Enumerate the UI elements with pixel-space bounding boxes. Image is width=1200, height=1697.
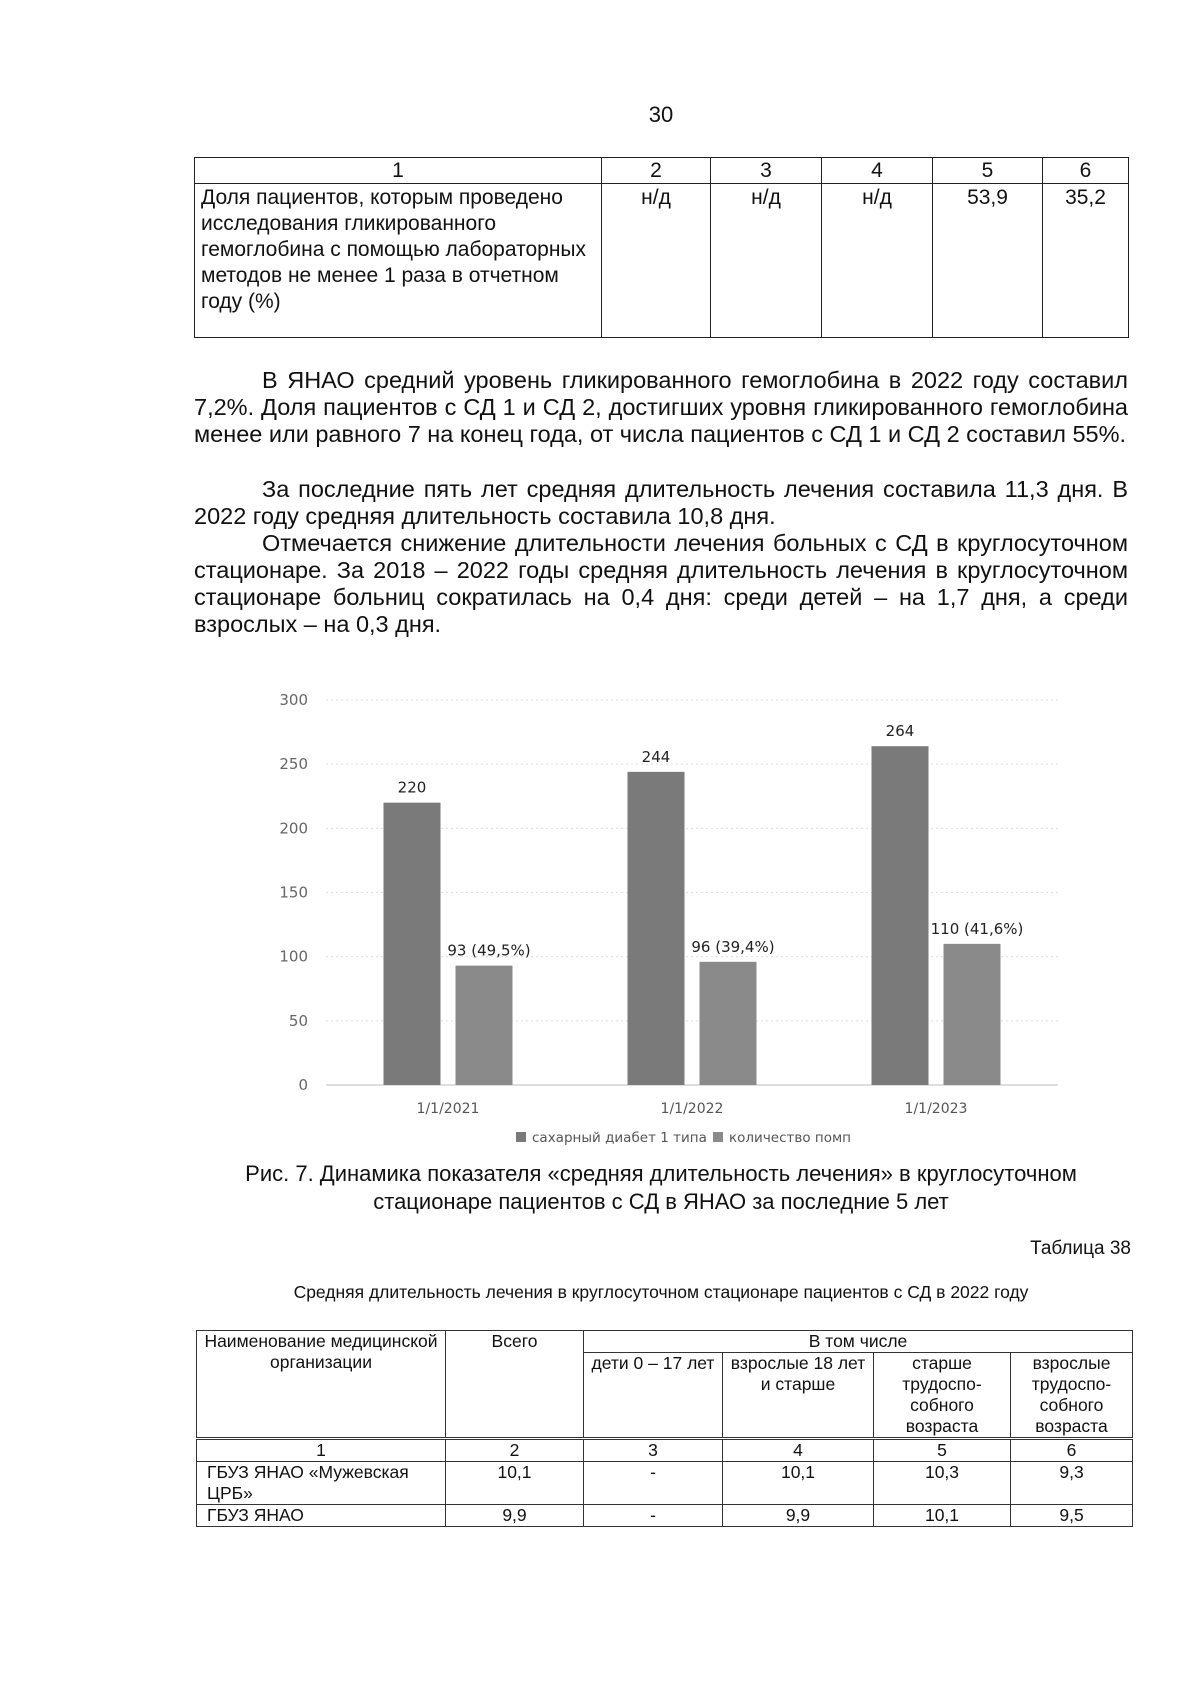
legend-label: сахарный диабет 1 типа [532,1130,707,1146]
header-cell: 5 [933,158,1043,184]
column-number: 1 [197,1439,446,1462]
table-cell: 35,2 [1043,184,1129,338]
duration-table [196,1330,1133,1527]
paragraph-decrease: Отмечается снижение длительности лечения больных с СД в круглосуточном стационаре. За 2018 – 2022 годы средняя длительность лечения в круглосуточном стационаре больниц сократилась на 0,4 дня: среди детей – на 1,7 дня, а среди взрослых – на 0,3 дня. [194,530,1128,637]
table-cell: 9,9 [723,1505,874,1527]
legend-swatch [713,1132,723,1142]
table-row [197,1462,1133,1505]
y-tick-label: 250 [279,755,308,774]
column-number: 6 [1011,1439,1133,1462]
y-tick-label: 50 [288,1011,308,1030]
column-number: 5 [874,1439,1011,1462]
legend-label: количество помп [729,1130,851,1146]
table-cell: - [584,1462,723,1505]
bar-pumps [456,966,513,1085]
table-header-row [195,158,1129,184]
bar-pumps [944,944,1001,1085]
table-cell: 10,1 [874,1505,1011,1527]
bar-diabetes-type1 [872,746,929,1085]
data-label: 264 [885,722,915,741]
table-cell: 10,3 [874,1462,1011,1505]
header-cell: 3 [711,158,822,184]
chart [258,665,1098,1155]
header-cell: 4 [822,158,933,184]
table-cell: н/д [822,184,933,338]
column-number-row [197,1439,1133,1462]
table-cell: 9,9 [446,1505,584,1527]
bar-diabetes-type1 [628,772,685,1085]
indicator-label: Доля пациентов, которым проведено исследования гликированного гемоглобина с помощью лабораторных методов не менее 1 раза в отчетном году (%) [195,184,602,338]
table-header-row [197,1331,1133,1353]
data-label: 244 [641,747,671,766]
table-cell: 9,5 [1011,1505,1133,1527]
y-tick-label: 150 [279,883,308,902]
table-cell: 9,3 [1011,1462,1133,1505]
table-number: Таблица 38 [1030,1238,1131,1259]
bar-chart [258,665,1098,1155]
y-tick-label: 300 [279,691,308,709]
y-tick-label: 100 [279,947,308,966]
paragraph-duration: За последние пять лет средняя длительность лечения составила 11,3 дня. В 2022 году средняя длительность составила 10,8 дня. [194,476,1128,529]
header-including: В том числе [584,1331,1133,1353]
table-cell: н/д [711,184,822,338]
header-total: Всего [446,1331,584,1439]
bar-diabetes-type1 [384,803,441,1085]
header-org: Наименование медицинской организации [197,1331,446,1439]
org-name: ГБУЗ ЯНАО [197,1505,446,1527]
header-older: старше трудоспо-собного возраста [874,1353,1011,1439]
x-tick-label: 1/1/2021 [416,1101,480,1117]
column-number: 2 [446,1439,584,1462]
y-tick-label: 0 [298,1076,308,1094]
table-cell: 10,1 [446,1462,584,1505]
table-cell: - [584,1505,723,1527]
paragraph-hba1c: В ЯНАО средний уровень гликированного гемоглобина в 2022 году составил 7,2%. Доля пациентов с СД 1 и СД 2, достигших уровня гликированного гемоглобина менее или равного 7 на конец года, от числа пациентов с СД 1 и СД 2 составил 55%. [194,367,1128,447]
header-cell: 2 [602,158,711,184]
table-cell: 53,9 [933,184,1043,338]
table-cell: н/д [602,184,711,338]
table-cell: 10,1 [723,1462,874,1505]
figure-caption: Рис. 7. Динамика показателя «средняя длительность лечения» в круглосуточном стационаре пациентов с СД в ЯНАО за последние 5 лет [245,1161,1077,1214]
column-number: 4 [723,1439,874,1462]
header-cell: 1 [195,158,602,184]
table-row [197,1505,1133,1527]
data-label: 93 (49,5%) [447,941,531,960]
data-label: 110 (41,6%) [930,919,1024,938]
data-label: 96 (39,4%) [691,937,775,956]
legend-swatch [516,1132,526,1142]
indicator-table [194,157,1129,338]
column-number: 3 [584,1439,723,1462]
header-working-age: взрослые трудоспо-собного возраста [1011,1353,1133,1439]
table-title: Средняя длительность лечения в круглосуточном стационаре пациентов с СД в 2022 году [293,1282,1029,1302]
header-children: дети 0 – 17 лет [584,1353,723,1439]
data-label: 220 [397,778,427,797]
x-tick-label: 1/1/2023 [904,1101,968,1117]
table-row [195,184,1129,338]
header-cell: 6 [1043,158,1129,184]
x-tick-label: 1/1/2022 [660,1101,724,1117]
y-tick-label: 200 [279,819,308,838]
page-number: 30 [648,102,674,127]
header-adults: взрослые 18 лет и старше [723,1353,874,1439]
org-name: ГБУЗ ЯНАО «Мужевская ЦРБ» [197,1462,446,1505]
bar-pumps [700,962,757,1085]
